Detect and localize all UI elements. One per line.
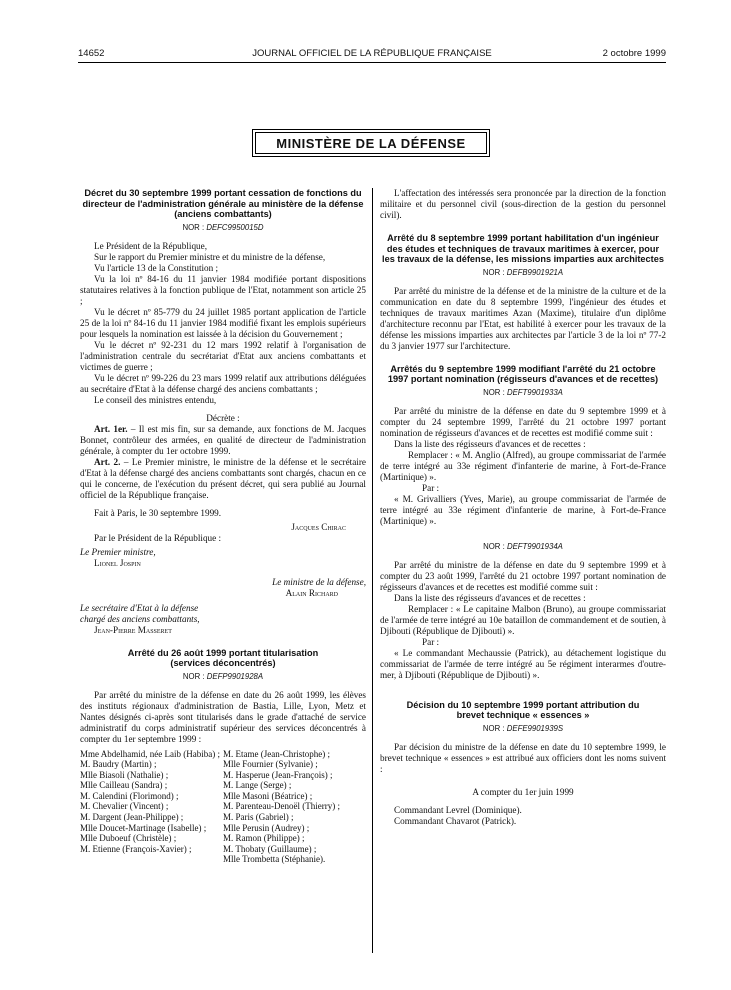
decision-title: Décision du 10 septembre 1999 portant attribution du brevet technique « essences » [406,699,640,720]
officer-name: Commandant Levrel (Dominique). [394,804,522,815]
paragraph: « Le commandant Mechaussie (Patrick), au détachement logistique du commissariat de l'armée de terre intégré au 5e régiment interarmes d'outre-mer, à Djibouti (République de Djibouti) ». [380,647,666,680]
paragraph: Par arrêté du ministre de la défense et de la ministre de la culture et de la communication en date du 8 septembre 1999, l'ingénieur des études et techniques de travaux maritimes Azan (Maxime), titulaire d'un diplôme d'architecture reconnu par l'Etat, est habilité à exercer pour les travaux de la défense les missions imparties aux architectes par l'article 3 de la loi nº 77-2 du 3 janvier 1977 sur l'architecture. [380,285,666,351]
article-text: – Le Premier ministre, le ministre de la défense et le secrétaire d'Etat à la défense chargé des anciens combattants sont chargés, chacun en ce qui le concerne, de l'exécution du présent décret, qui sera publié au Journal officiel de la République française. [80,456,366,500]
right-column [380,188,666,827]
nor-label: NOR : [182,671,205,681]
name-entry: M. Paris (Gabriel) ; [223,812,294,823]
ministry-title: MINISTÈRE DE LA DÉFENSE [255,132,487,154]
nor-code: DEFT9901933A [506,387,563,397]
paragraph: Dans la liste des régisseurs d'avances et de recettes : [394,438,586,449]
par-label: Par : [422,482,440,493]
arrete-title: Arrêtés du 9 septembre 1999 modifiant l'arrêté du 21 octobre 1997 portant nomination (régisseurs d'avances et de recettes) [387,363,659,384]
pm-role-text: Le Premier ministre, [80,546,156,557]
name-entry: Mme Abdelhamid, née Laib (Habiba) ; [80,748,220,759]
paragraph: Par arrêté du ministre de la défense en date du 9 septembre 1999 et à compter du 23 août 1999, l'arrêté du 21 octobre 1997 portant nomination de régisseurs d'avances et de recettes est modifié comme suit : [380,559,666,592]
article-2 [80,457,366,501]
name-entry: Mlle Fournier (Sylvanie) ; [223,759,318,770]
paragraph: Sur le rapport du Premier ministre et du ministre de la défense, [94,251,326,262]
paragraph: Vu l'article 13 de la Constitution ; [94,262,219,273]
paragraph: Remplacer : « M. Anglio (Alfred), au groupe commissariat de l'armée de terre intégré au 33e régiment d'infanterie de marine, à Fort-de-France (Martinique) ». [380,449,666,482]
officer-name: Commandant Chavarot (Patrick). [394,815,517,826]
paragraph: Le conseil des ministres entendu, [94,394,217,405]
nor-line [80,222,366,233]
paragraph: Vu la loi nº 84-16 du 11 janvier 1984 modifiée portant dispositions statutaires relatives à la fonction publique de l'Etat, notamment son article 25 ; [80,273,366,306]
names-list [80,749,366,866]
decree-title: Décret du 30 septembre 1999 portant cessation de fonctions du directeur de l'administration générale au ministère de la défense (anciens combattants) [82,188,364,219]
paragraph: Vu le décret nº 99-226 du 23 mars 1999 relatif aux attributions déléguées au secrétaire d'Etat à la défense chargé des anciens combattants ; [80,372,366,394]
nor-code: DEFB9901921A [506,267,564,277]
paragraph: Par arrêté du ministre de la défense en date du 26 août 1999, les élèves des instituts régionaux d'administration de Bastia, Lille, Lyon, Metz et Nantes désignés ci-après sont titularisés dans le grade d'attaché de service administratif du corps administratif supérieur des services déconcentrés à compter du 1er septembre 1999 : [80,689,366,744]
nor-code: DEFC9950015D [206,222,264,232]
paragraph: Remplacer : « Le capitaine Malbon (Bruno), au groupe commissariat de l'armée de terre intégré au 10e bataillon de commandement et de soutien, à Djibouti (République de Djibouti) ». [380,603,666,636]
paragraph: Le Président de la République, [94,240,208,251]
name-entry: Mlle Cailleau (Sandra) ; [80,780,168,791]
nor-label: NOR : [483,541,505,551]
nor-line [80,671,366,682]
se-role-text: Le secrétaire d'Etat à la défense [80,602,199,613]
md-name: Alain Richard [285,587,338,598]
nor-code: DEFP9901928A [206,671,264,681]
paragraph: Vu le décret nº 85-779 du 24 juillet 1985 portant application de l'article 25 de la loi nº 84-16 du 11 janvier 1984 modifié fixant les emplois supérieurs pour lesquels la nomination est laissée à la décision du Gouvernement ; [80,306,366,339]
nor-line [380,723,666,734]
nor-label: NOR : [482,723,505,733]
signature-president: Jacques Chirac [291,521,346,532]
name-entry: Mlle Duboeuf (Christèle) ; [80,833,177,844]
header-rule [78,62,666,63]
se-name: Jean-Pierre Masseret [94,624,172,635]
left-column [80,188,366,865]
article-label: Art. 1er. [94,423,128,434]
journal-title: JOURNAL OFFICIEL DE LA RÉPUBLIQUE FRANÇAISE [252,48,492,59]
name-entry: Mlle Biasoli (Nathalie) ; [80,769,169,780]
decrete-label: Décrète : [206,412,240,423]
paragraph: Dans la liste des régisseurs d'avances et de recettes : [394,592,586,603]
name-entry: M. Etienne (François-Xavier) ; [80,843,192,854]
article-label: Art. 2. [94,456,121,467]
name-entry: M. Thobaty (Guillaume) ; [223,843,317,854]
column-divider [372,188,373,953]
names-column-right [223,749,366,866]
name-entry: M. Lange (Serge) ; [223,780,292,791]
name-entry: Mlle Trombetta (Stéphanie). [223,854,326,865]
name-entry: M. Parenteau-Denoël (Thierry) ; [223,801,340,812]
arrete-title: Arrêté du 26 août 1999 portant titularisation (services déconcentrés) [127,647,319,668]
se-role-2 [80,614,366,625]
name-entry: M. Ramon (Philippe) ; [223,833,305,844]
nor-code: DEFT9901934A [506,541,563,551]
arrete-title: Arrêté du 8 septembre 1999 portant habilitation d'un ingénieur des études et techniques de travaux maritimes à exercer, pour les travaux de la défense, les missions imparties aux architectes [382,233,664,264]
name-entry: Mlle Doucet-Martinage (Isabelle) ; [80,822,207,833]
name-entry: Mlle Masoni (Béatrice) ; [223,790,313,801]
name-entry: M. Chevalier (Vincent) ; [80,801,169,812]
md-role-text: Le ministre de la défense, [272,576,366,587]
effective-date: A compter du 1er juin 1999 [472,786,574,797]
name-entry: Mlle Perusin (Audrey) ; [223,822,310,833]
name-entry: M. Baudry (Martin) ; [80,759,157,770]
paragraph: Par décision du ministre de la défense en date du 10 septembre 1999, le brevet technique « essences » est attribué aux officiers dont les noms suivent : [380,741,666,774]
nor-label: NOR : [182,222,205,232]
paragraph: Vu le décret nº 92-231 du 12 mars 1992 relatif à l'organisation de l'administration centrale du secrétariat d'Etat aux anciens combattants et victimes de guerre ; [80,339,366,372]
name-entry: M. Etame (Jean-Christophe) ; [223,748,330,759]
pm-name: Lionel Jospin [94,557,141,568]
paragraph: « M. Grivalliers (Yves, Marie), au groupe commissariat de l'armée de terre intégré au 33e régiment d'infanterie de marine, à Fort-de-France (Martinique) ». [380,493,666,526]
ministry-box [252,129,490,157]
name-entry: M. Hasperue (Jean-François) ; [223,769,333,780]
pm-role [80,547,366,558]
nor-line [380,387,666,398]
par-label: Par : [422,636,440,647]
page-number: 14652 [78,48,105,59]
par-president: Par le Président de la République : [94,532,222,543]
paragraph: Par arrêté du ministre de la défense en date du 9 septembre 1999 et à compter du 24 septembre 1999, l'arrêté du 21 octobre 1997 portant nomination de régisseurs d'avances et de recettes est modifié comme suit : [380,405,666,438]
se-role-1 [80,603,366,614]
article-text: – Il est mis fin, sur sa demande, aux fonctions de M. Jacques Bonnet, contrôleur des armées, en qualité de directeur de l'administration générale, à compter du 1er octobre 1999. [80,423,366,456]
name-entry: M. Dargent (Jean-Philippe) ; [80,812,184,823]
md-role [80,577,366,588]
nor-line [380,541,666,552]
article-1 [80,424,366,457]
nor-label: NOR : [483,387,505,397]
nor-code: DEFE9901939S [506,723,564,733]
name-entry: M. Calendini (Florimond) ; [80,790,179,801]
nor-line [380,267,666,278]
issue-date: 2 octobre 1999 [602,48,666,59]
nor-label: NOR : [482,267,505,277]
done-at: Fait à Paris, le 30 septembre 1999. [94,507,222,518]
names-column-left [80,749,223,866]
se-role-text: chargé des anciens combattants, [80,613,200,624]
paragraph: L'affectation des intéressés sera prononcée par la direction de la fonction militaire et du personnel civil (sous-direction de la gestion du personnel civil). [380,188,666,220]
